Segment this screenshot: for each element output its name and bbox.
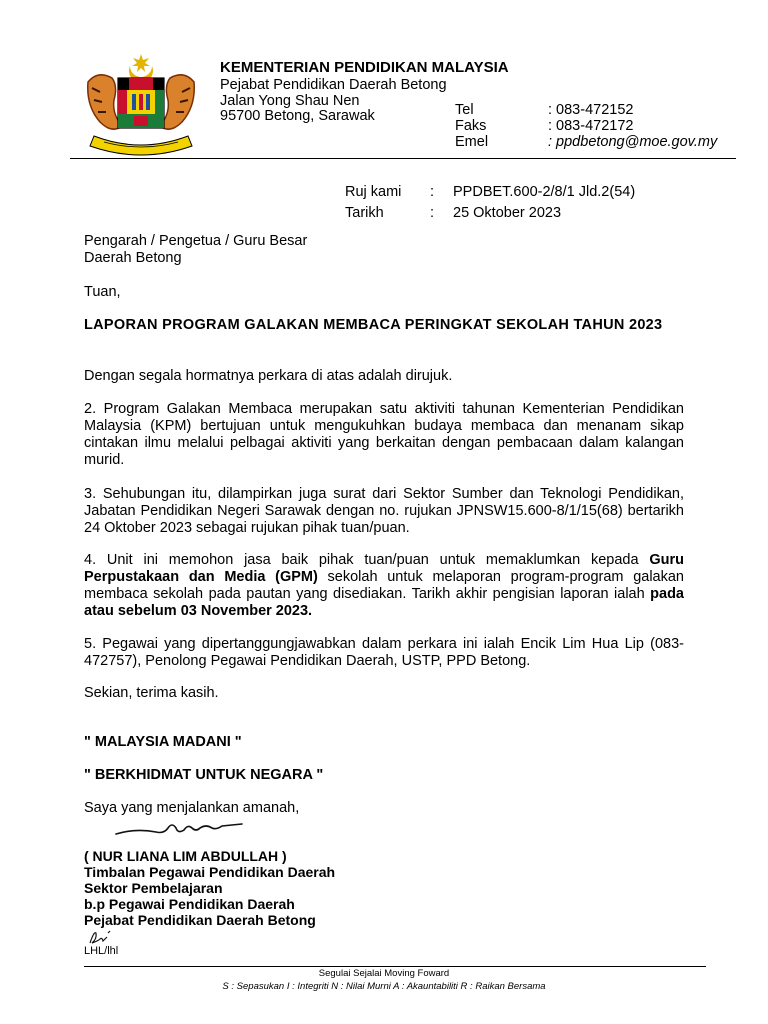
p4-deadline: pada atau sebelum 03 November 2023. <box>84 586 684 619</box>
closing: Sekian, terima kasih. <box>84 685 219 701</box>
email-label: Emel <box>455 134 489 150</box>
header-divider <box>70 158 736 159</box>
p4-text-a: 4. Unit ini memohon jasa baik pihak tuan/puan untuk memaklumkan kepada <box>84 552 650 568</box>
ref-label: Ruj kami <box>345 184 402 200</box>
footer-motto: Segulai Sejalai Moving Foward <box>318 968 450 979</box>
signatory-title-2: Sektor Pembelajaran <box>84 880 223 896</box>
signature-icon <box>112 818 252 844</box>
paragraph-4 <box>84 552 684 620</box>
recipient-line-2: Daerah Betong <box>84 250 182 266</box>
coat-of-arms-icon <box>82 52 200 156</box>
paragraph-5: 5. Pegawai yang dipertanggungjawabkan dalam perkara ini ialah Encik Lim Hua Lip (083-472757), Penolong Pegawai Pendidikan Daerah, USTP, PPD Betong. <box>84 636 684 669</box>
signatory-title-1: Timbalan Pegawai Pendidikan Daerah <box>84 864 336 880</box>
address-line-1: Pejabat Pendidikan Daerah Betong <box>220 77 447 93</box>
ref-colon: : <box>430 184 435 200</box>
tel-label: Tel <box>455 102 474 118</box>
signatory-title-3: b.p Pegawai Pendidikan Daerah <box>84 896 295 912</box>
p4-gpm: Guru Perpustakaan dan Media (GPM) <box>84 552 684 585</box>
initials-ref: LHL/lhl <box>84 945 119 957</box>
sign-intro: Saya yang menjalankan amanah, <box>84 800 300 816</box>
slogan-negara: " BERKHIDMAT UNTUK NEGARA " <box>84 767 324 783</box>
date-value: 25 Oktober 2023 <box>453 205 562 221</box>
fax-label: Faks <box>455 118 487 134</box>
date-colon: : <box>430 205 435 221</box>
ministry-title: KEMENTERIAN PENDIDIKAN MALAYSIA <box>220 59 509 76</box>
email-value: : ppdbetong@moe.gov.my <box>548 134 718 150</box>
slogan-madani: " MALAYSIA MADANI " <box>84 734 242 750</box>
fax-value: : 083-472172 <box>548 118 634 134</box>
date-label: Tarikh <box>345 205 384 221</box>
subject: LAPORAN PROGRAM GALAKAN MEMBACA PERINGKAT SEKOLAH TAHUN 2023 <box>84 317 663 333</box>
signatory-title-4: Pejabat Pendidikan Daerah Betong <box>84 912 316 928</box>
address-line-2: Jalan Yong Shau Nen <box>220 93 360 109</box>
paragraph-1: Dengan segala hormatnya perkara di atas adalah dirujuk. <box>84 368 453 384</box>
salutation: Tuan, <box>84 284 121 300</box>
ref-value: PPDBET.600-2/8/1 Jld.2(54) <box>453 184 636 200</box>
footer-values: S : Sepasukan I : Integriti N : Nilai Murni A : Akauntabiliti R : Raikan Bersama <box>222 981 546 992</box>
signatory-name: ( NUR LIANA LIM ABDULLAH ) <box>84 848 287 864</box>
paragraph-3: 3. Sehubungan itu, dilampirkan juga surat dari Sektor Sumber dan Teknologi Pendidikan, Jabatan Pendidikan Negeri Sarawak dengan no. rujukan JPNSW15.600-8/1/15(68) bertarikh 24 Oktober 2023 sebagai rujukan pihak tuan/puan. <box>84 486 684 536</box>
p4-text-c: sekolah untuk melaporan program-program galakan membaca sekolah pada pautan yang disediakan. Tarikh akhir pengisian laporan ialah <box>84 569 684 602</box>
address-line-3: 95700 Betong, Sarawak <box>220 108 375 124</box>
tel-value: : 083-472152 <box>548 102 634 118</box>
paragraph-2: 2. Program Galakan Membaca merupakan satu aktiviti tahunan Kementerian Pendidikan Malaysia (KPM) bertujuan untuk mengukuhkan budaya membaca dan menanam sikap cintakan ilmu melalui pelbagai aktiviti yang berkaitan dengan pembacaan dalam kalangan murid. <box>84 401 684 468</box>
recipient-line-1: Pengarah / Pengetua / Guru Besar <box>84 233 308 249</box>
footer-divider <box>84 966 706 967</box>
